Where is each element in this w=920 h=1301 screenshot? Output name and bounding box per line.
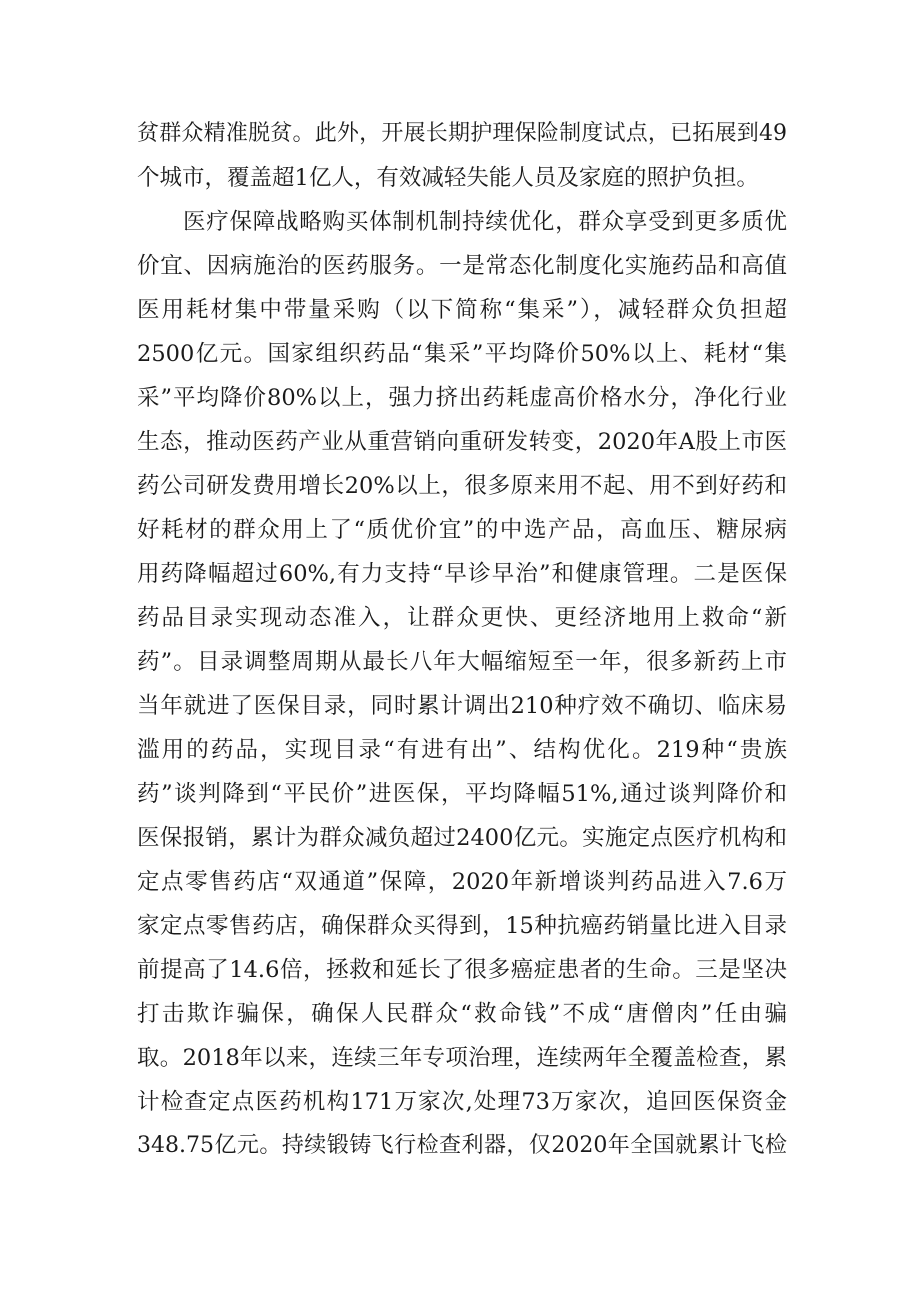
- text-line-16: 药”谈判降到“平民价”进医保，平均降幅51%,通过谈判降价和: [137, 781, 787, 807]
- text-line-23: 计检查定点医药机构171万家次,处理73万家次，追回医保资金: [137, 1089, 787, 1115]
- text-line-14: 当年就进了医保目录，同时累计调出210种疗效不确切、临床易: [137, 693, 787, 719]
- text-line-12: 药品目录实现动态准入，让群众更快、更经济地用上救命“新: [137, 605, 787, 631]
- text-line-6: 2500亿元。国家组织药品“集采”平均降价50%以上、耗材“集: [137, 341, 787, 367]
- text-line-20: 前提高了14.6倍，拯救和延长了很多癌症患者的生命。三是坚决: [137, 957, 787, 983]
- text-line-17: 医保报销，累计为群众减负超过2400亿元。实施定点医疗机构和: [137, 825, 787, 851]
- text-line-2: 个城市，覆盖超1亿人，有效减轻失能人员及家庭的照护负担。: [137, 165, 759, 191]
- text-line-13: 药”。目录调整周期从最长八年大幅缩短至一年，很多新药上市: [137, 649, 787, 675]
- text-line-5: 医用耗材集中带量采购（以下简称“集采”），减轻群众负担超: [137, 297, 787, 323]
- text-line-21: 打击欺诈骗保，确保人民群众“救命钱”不成“唐僧肉”任由骗: [137, 1001, 787, 1027]
- text-line-7: 采”平均降价80%以上，强力挤出药耗虚高价格水分，净化行业: [137, 385, 787, 411]
- text-line-8: 生态，推动医药产业从重营销向重研发转变，2020年A股上市医: [137, 429, 787, 455]
- text-line-18: 定点零售药店“双通道”保障，2020年新增谈判药品进入7.6万: [137, 869, 787, 895]
- text-line-24: 348.75亿元。持续锻铸飞行检查利器，仅2020年全国就累计飞检: [137, 1133, 787, 1158]
- text-line-10: 好耗材的群众用上了“质优价宜”的中选产品，高血压、糖尿病: [137, 517, 787, 543]
- text-line-1: 贫群众精准脱贫。此外，开展长期护理保险制度试点，已拓展到49: [137, 121, 787, 146]
- body-text: [137, 112, 787, 1168]
- text-line-4: 价宜、因病施治的医药服务。一是常态化制度化实施药品和高值: [137, 253, 787, 279]
- text-line-19: 家定点零售药店，确保群众买得到，15种抗癌药销量比进入目录: [137, 913, 787, 939]
- text-line-3: 医疗保障战略购买体制机制持续优化，群众享受到更多质优: [183, 209, 787, 235]
- text-line-11: 用药降幅超过60%,有力支持“早诊早治”和健康管理。二是医保: [137, 561, 787, 587]
- text-line-22: 取。2018年以来，连续三年专项治理，连续两年全覆盖检查，累: [137, 1045, 787, 1071]
- text-line-15: 滥用的药品，实现目录“有进有出”、结构优化。219种“贵族: [137, 737, 787, 763]
- text-line-9: 药公司研发费用增长20%以上，很多原来用不起、用不到好药和: [137, 473, 787, 499]
